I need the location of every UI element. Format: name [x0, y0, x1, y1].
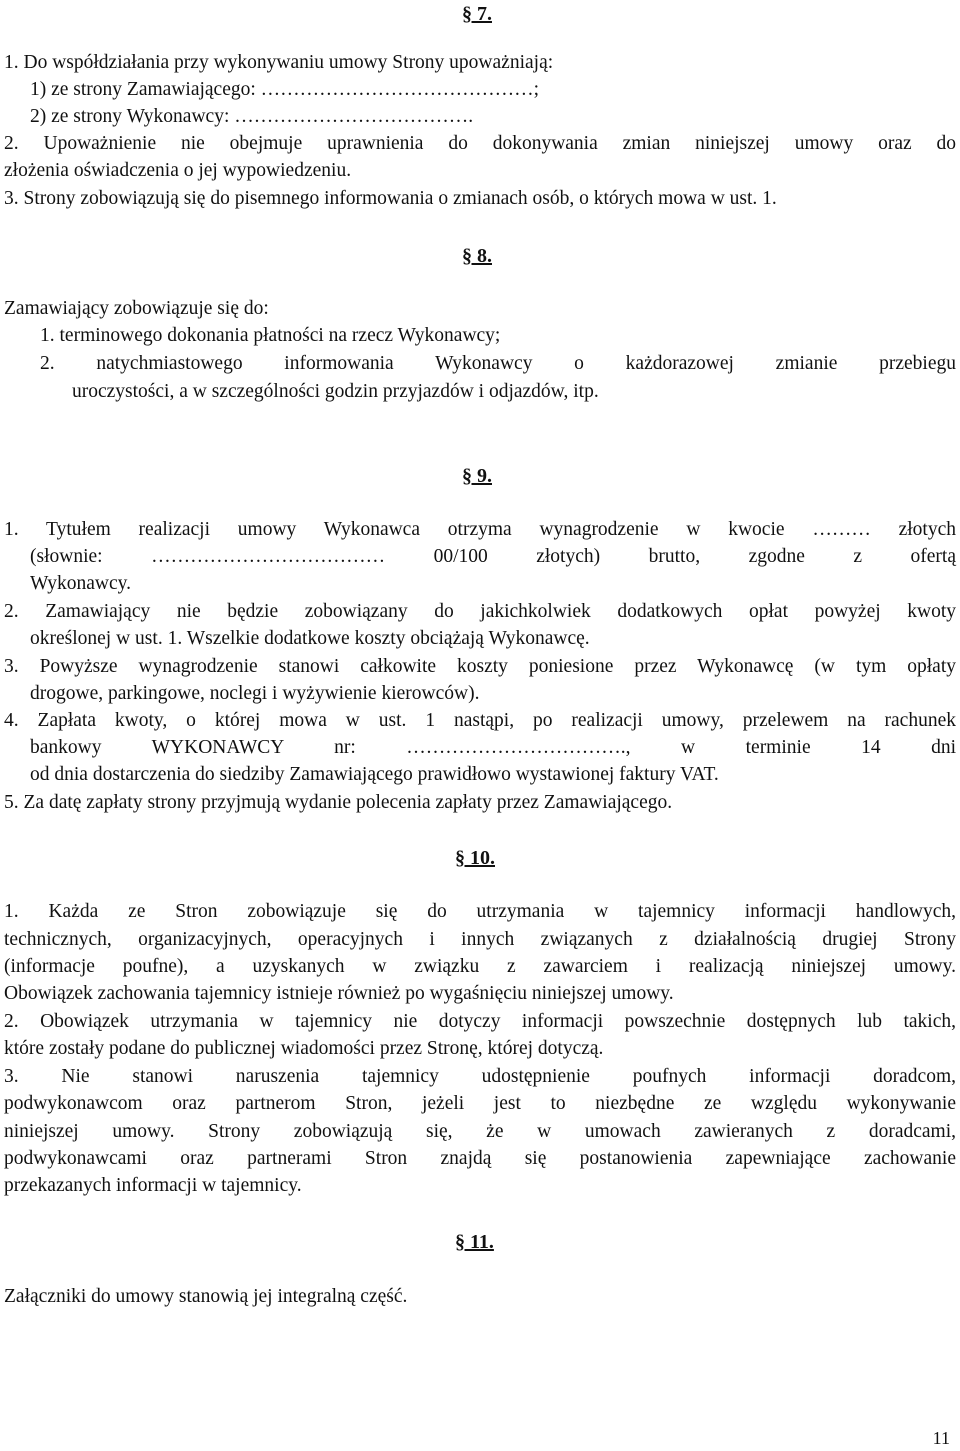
page-number: 11: [932, 1428, 950, 1448]
s9-line-10: od dnia dostarczenia do siedziby Zamawiającego prawidłowo wystawionej faktury VAT.: [30, 764, 719, 785]
s10-line-10: podwykonawcami oraz partnerami Stron znajdą się postanowienia zapewniające zachowanie: [4, 1148, 956, 1169]
s8-line-2: 2. natychmiastowego informowania Wykonawcy o każdorazowej zmianie przebiegu: [40, 353, 956, 374]
s7-line-1: 1. Do współdziałania przy wykonywaniu umowy Strony upoważniają:: [4, 52, 554, 73]
section-8-heading: § 8.: [462, 245, 492, 267]
s9-line-9: bankowy WYKONAWCY nr: ……………………………., w terminie 14 dni: [30, 737, 956, 758]
s10-line-6: które zostały podane do publicznej wiadomości przez Stronę, której dotyczą.: [4, 1038, 604, 1059]
s10-line-9: niniejszej umowy. Strony zobowiązują się, że w umowach zawieranych z doradcami,: [4, 1121, 956, 1142]
s7-line-3: 2) ze strony Wykonawcy: ……………………………….: [30, 106, 474, 127]
s10-line-2: technicznych, organizacyjnych, operacyjnych i innych związanych z działalnością drugiej Strony: [4, 929, 956, 950]
s10-line-7: 3. Nie stanowi naruszenia tajemnicy udostępnienie poufnych informacji doradcom,: [4, 1066, 956, 1087]
s9-line-8: 4. Zapłata kwoty, o której mowa w ust. 1 nastąpi, po realizacji umowy, przelewem na rachunek: [4, 710, 956, 731]
section-11-heading: § 11.: [455, 1231, 494, 1253]
s7-line-2: 1) ze strony Zamawiającego: ……………………………………;: [30, 79, 540, 100]
s11-text: Załączniki do umowy stanowią jej integralną część.: [4, 1286, 408, 1307]
s9-line-5: określonej w ust. 1. Wszelkie dodatkowe koszty obciążają Wykonawcę.: [30, 628, 590, 649]
s10-line-11: przekazanych informacji w tajemnicy.: [4, 1175, 302, 1196]
section-9-heading: § 9.: [462, 465, 492, 487]
s9-line-11: 5. Za datę zapłaty strony przyjmują wydanie polecenia zapłaty przez Zamawiającego.: [4, 792, 673, 813]
s9-line-1: 1. Tytułem realizacji umowy Wykonawca otrzyma wynagrodzenie w kwocie ……… złotych: [4, 519, 956, 540]
s9-line-2: (słownie: ……………………………… 00/100 złotych) brutto, zgodne z ofertą: [30, 546, 956, 567]
s7-line-6: 3. Strony zobowiązują się do pisemnego informowania o zmianach osób, o których mowa w ust. 1.: [4, 188, 777, 209]
section-7-heading: § 7.: [462, 3, 492, 25]
s8-intro: Zamawiający zobowiązuje się do:: [4, 298, 269, 319]
s10-line-5: 2. Obowiązek utrzymania w tajemnicy nie dotyczy informacji powszechnie dostępnych lub takich,: [4, 1011, 956, 1032]
s9-line-3: Wykonawcy.: [30, 573, 131, 594]
s10-line-1: 1. Każda ze Stron zobowiązuje się do utrzymania w tajemnicy informacji handlowych,: [4, 901, 956, 922]
s10-line-3: (informacje poufne), a uzyskanych w związku z zawarciem i realizacją niniejszej umowy.: [4, 956, 956, 977]
s9-line-7: drogowe, parkingowe, noclegi i wyżywienie kierowców).: [30, 683, 480, 704]
s7-line-5: złożenia oświadczenia o jej wypowiedzeniu.: [4, 160, 352, 181]
s8-line-1: 1. terminowego dokonania płatności na rzecz Wykonawcy;: [40, 325, 501, 346]
s10-line-8: podwykonawcom oraz partnerom Stron, jeżeli jest to niezbędne ze względu wykonywanie: [4, 1093, 956, 1114]
section-10-heading: § 10.: [455, 847, 495, 869]
s10-line-4: Obowiązek zachowania tajemnicy istnieje również po wygaśnięciu niniejszej umowy.: [4, 983, 674, 1004]
s7-line-4: 2. Upoważnienie nie obejmuje uprawnienia do dokonywania zmian niniejszej umowy oraz do: [4, 133, 956, 154]
s9-line-6: 3. Powyższe wynagrodzenie stanowi całkowite koszty poniesione przez Wykonawcę (w tym opłaty: [4, 656, 956, 677]
s8-line-3: uroczystości, a w szczególności godzin przyjazdów i odjazdów, itp.: [72, 381, 599, 402]
s9-line-4: 2. Zamawiający nie będzie zobowiązany do jakichkolwiek dodatkowych opłat powyżej kwoty: [4, 601, 956, 622]
